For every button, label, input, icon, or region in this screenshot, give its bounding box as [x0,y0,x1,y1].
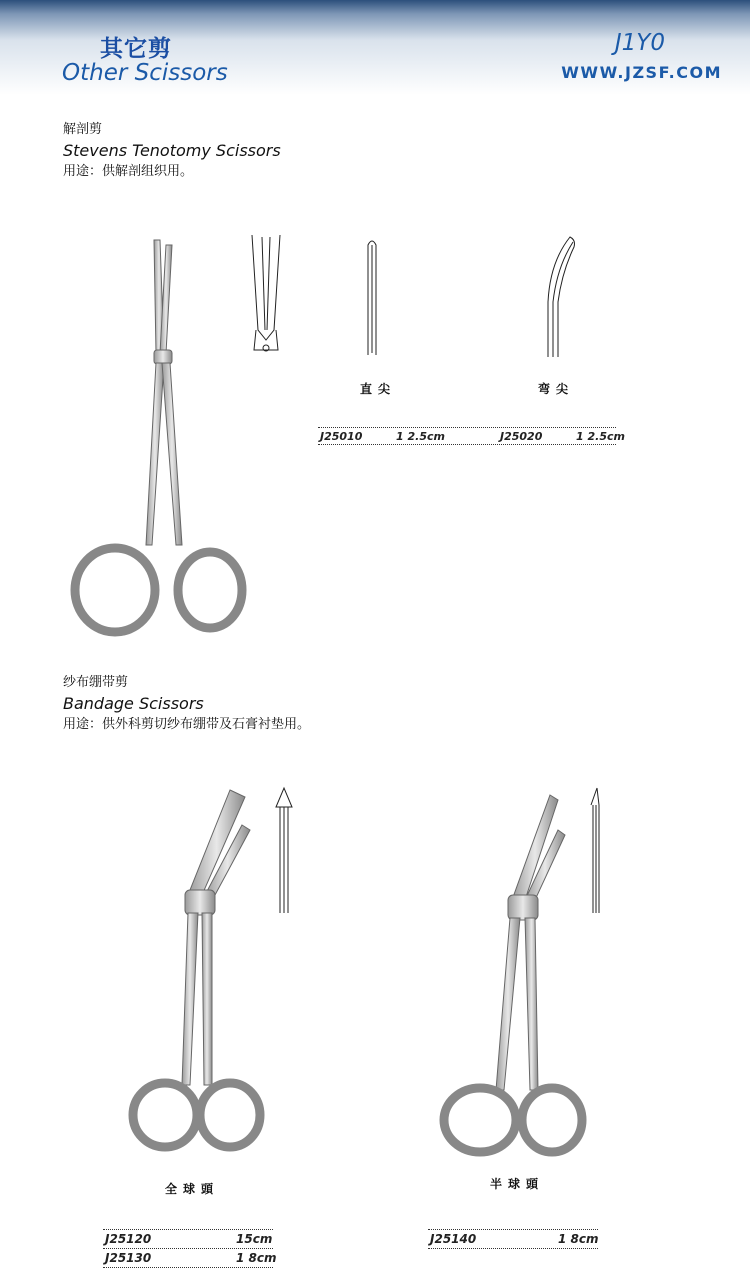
bandage-scissors-full-ball-image [130,785,280,1165]
section-title-en: Stevens Tenotomy Scissors [63,141,281,160]
full-ball-tip-drawing [272,785,297,915]
stevens-scissors-image [70,235,250,635]
section-title-cn: 纱布绷带剪 [63,675,129,690]
curved-tip-drawing [540,232,580,357]
section-usage: 用途：供外科剪切纱布绷带及石膏衬垫用。 [63,717,311,732]
product-size: 1 8cm [236,1251,277,1265]
divider [103,1248,273,1249]
product-size: 1 2.5cm [396,430,445,443]
divider [428,1248,598,1249]
catalog-code: J1Y0 [614,30,665,56]
caption-straight: 直尖 [360,382,397,396]
straight-tip-drawing [360,235,385,355]
product-code: J25020 [500,430,543,443]
product-code: J25130 [105,1251,152,1265]
divider [318,444,616,445]
product-code: J25010 [320,430,363,443]
header-title-en: Other Scissors [62,60,228,86]
website-link[interactable]: WWW.JZSF.COM [561,63,722,82]
header-title-cn: 其它剪 [100,36,172,62]
product-code: J25140 [430,1232,477,1246]
half-ball-tip-drawing [585,785,610,915]
divider [428,1229,598,1230]
product-size: 15cm [236,1232,273,1246]
bandage-scissors-half-ball-image [440,790,590,1170]
section-title-cn: 解剖剪 [63,122,103,137]
product-code: J25120 [105,1232,152,1246]
divider [318,427,616,428]
section-usage: 用途：供解剖组织用。 [63,164,194,179]
section-bandage [63,673,310,735]
product-size: 1 8cm [558,1232,599,1246]
product-size: 1 2.5cm [576,430,625,443]
divider [103,1267,273,1268]
page-header [0,0,750,100]
divider [103,1229,273,1230]
caption-half-ball: 半球頭 [490,1177,545,1191]
blade-detail-drawing [250,235,290,355]
caption-curved: 弯尖 [538,382,575,396]
caption-full-ball: 全球頭 [165,1182,220,1196]
section-title-en: Bandage Scissors [63,694,204,713]
section-stevens [63,120,281,182]
